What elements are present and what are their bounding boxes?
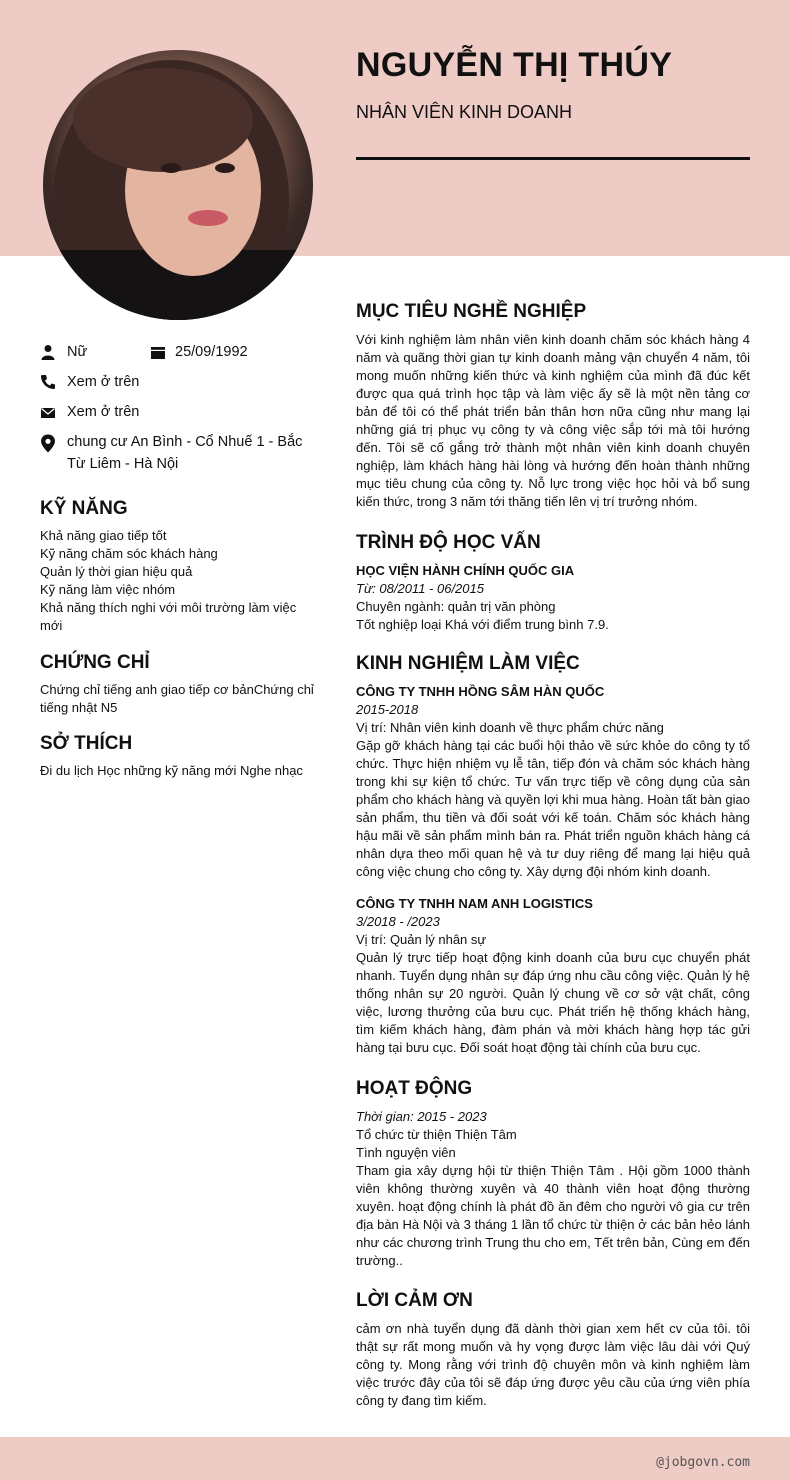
job-company: CÔNG TY TNHH HỒNG SÂM HÀN QUỐC [356,684,605,699]
activity-period: Thời gian: 2015 - 2023 [356,1109,487,1124]
contact-email [40,401,300,423]
activity-organization: Tổ chức từ thiện Thiện Tâm [356,1127,517,1142]
activity-description: Tham gia xây dựng hội từ thiện Thiện Tâm . Hội gồm 1000 thành viên không thường xuyên và 40 thành viên hoạt động thường xuyên. hoạt động chính là phát đồ ăn đêm cho người vô gia cư trên địa bàn Hà Nội và 3 tháng 1 lần tổ chức từ thiện ở các bản hẻo lánh như các chương trình Trung thu cho em, Tết trên bản, Cùng em đến trường.. [356,1163,750,1268]
skill-item: mới [40,618,63,633]
skill-item: Khả năng thích nghi với môi trường làm việc [40,600,297,615]
activities-heading: HOẠT ĐỘNG [356,1078,473,1099]
contact-address [40,431,330,475]
job-description: Quản lý trực tiếp hoạt động kinh doanh của bưu cục chuyển phát nhanh. Tuyển dụng nhân sự đáp ứng nhu cầu công việc. Quản lý hệ thống nhân sự 20 người. Quản lý chung về cơ sở vật chất, công việc, lương thưởng của bưu cục. Phát triển hệ thống khách hàng, tìm kiếm khách hàng, đàm phán và mời khách hàng hợp tác gửi hàng tại bưu cục. Đối soát hoạt động tài chính của bưu cục. [356,950,750,1055]
hobbies-heading: SỞ THÍCH [40,733,133,754]
education-heading: TRÌNH ĐỘ HỌC VẤN [356,532,541,553]
job-entry [356,895,750,1057]
education-period: Từ: 08/2011 - 06/2015 [356,581,484,596]
thanks-section [356,1290,750,1410]
phone-icon [40,374,56,390]
objective-section [356,301,750,511]
profile-photo [43,50,313,320]
title-divider [356,157,750,160]
certificate-line: Chứng chỉ tiếng anh giao tiếp cơ bảnChứng chỉ [40,682,314,697]
certificate-line: tiếng nhật N5 [40,700,118,715]
calendar-icon [150,345,166,361]
education-major: Chuyên ngành: quản trị văn phòng [356,599,556,614]
job-entry [356,683,750,881]
email-value: Xem ở trên [67,404,140,420]
footer-handle[interactable]: @jobgovn.com [656,1455,750,1470]
experience-heading: KINH NGHIỆM LÀM VIỆC [356,653,580,674]
candidate-position: NHÂN VIÊN KINH DOANH [356,102,573,122]
skill-item: Quản lý thời gian hiệu quả [40,564,193,579]
contact-phone [40,371,300,393]
skill-item: Khả năng giao tiếp tốt [40,528,167,543]
contact-birthdate [150,341,290,363]
job-description: Gặp gỡ khách hàng tại các buổi hội thảo về sức khỏe do công ty tổ chức. Thực hiện nhiệm vụ lễ tân, tiếp đón và chăm sóc khách hàng trong khi sự kiện tổ chức. Tư vấn trực tiếp về công dụng của sản phẩm cho khách hàng và quyền lợi khi mua hàng. Hoàn tất bàn giao sản phẩm, thu tiền và đối soát với kế toán. Chăm sóc khách hàng hậu mãi về sản phẩm mình bán ra. Phát triển nguồn khách hàng cá nhân dựa theo mối quan hệ và tư duy riêng để mang lại hiệu quả công việc chung cho công ty. Xây dựng đội nhóm kinh doanh. [356,738,750,879]
location-pin-icon [40,434,56,453]
skill-item: Kỹ năng làm việc nhóm [40,582,176,597]
education-result: Tốt nghiệp loại Khá với điểm trung bình 7.9. [356,617,609,632]
person-icon [40,344,56,360]
profile-photo-illustration [43,50,313,320]
job-company: CÔNG TY TNHH NAM ANH LOGISTICS [356,896,593,911]
address-line-1: chung cư An Bình - Cổ Nhuế 1 - Bắc [67,434,303,450]
job-period: 2015-2018 [356,702,419,717]
thanks-text: cảm ơn nhà tuyển dụng đã dành thời gian xem hết cv của tôi. tôi thật sự rất mong muốn và hy vọng được làm việc lâu dài với Quý công ty. Mong rằng với trình độ chuyên môn và kinh nghiệm làm việc trước đây của tôi sẽ đáp ứng được yêu cầu của ứng viên phía công ty đang tìm kiếm. [356,1321,750,1408]
education-section [356,532,750,634]
certificates-heading: CHỨNG CHỈ [40,652,150,673]
hobbies-section [40,733,320,780]
job-role: Vị trí: Nhân viên kinh doanh về thực phẩm chức năng [356,720,664,735]
job-role: Vị trí: Quản lý nhân sự [356,932,487,947]
mail-icon [40,405,56,421]
certificates-section [40,652,320,717]
objective-heading: MỤC TIÊU NGHỀ NGHIỆP [356,301,587,322]
address-line-2: Từ Liêm - Hà Nội [67,456,179,472]
objective-text: Với kinh nghiệm làm nhân viên kinh doanh chăm sóc khách hàng 4 năm và quãng thời gian tự kinh doanh mảng vận chuyển 4 năm, tôi mong muốn những kiến thức và kinh nghiệm của mình đã đúc kết được qua quá trình học tập và làm việc ấy sẽ là một nền tảng cơ bản để tôi có thể phát triển bản thân hơn nữa cũng như mang lại những giá trị phục vụ công ty và công việc sắp tới mà tôi hướng đến. Tôi sẽ cố gắng trở thành một nhân viên kinh doanh chuyên nghiệp, làm khách hàng hài lòng và hướng đến hoàn thành những mục tiêu chung của công ty. Nỗ lực trong việc học hỏi và bổ sung kiến thức, trong 3 năm tới thăng tiến lên vị trí trưởng nhóm. [356,332,750,509]
gender-value: Nữ [67,344,88,360]
experience-section [356,653,750,881]
birthdate-value: 25/09/1992 [175,344,248,360]
skills-heading: KỸ NĂNG [40,498,128,519]
phone-value: Xem ở trên [67,374,140,390]
school-name: HỌC VIỆN HÀNH CHÍNH QUỐC GIA [356,563,575,578]
skills-section [40,498,320,635]
skill-item: Kỹ năng chăm sóc khách hàng [40,546,218,561]
candidate-name: NGUYỄN THỊ THÚY [356,46,673,84]
activities-section [356,1078,750,1270]
hobbies-text: Đi du lịch Học những kỹ năng mới Nghe nhạc [40,763,303,778]
job-period: 3/2018 - /2023 [356,914,440,929]
thanks-heading: LỜI CẢM ƠN [356,1290,473,1311]
activity-role: Tình nguyện viên [356,1145,456,1160]
